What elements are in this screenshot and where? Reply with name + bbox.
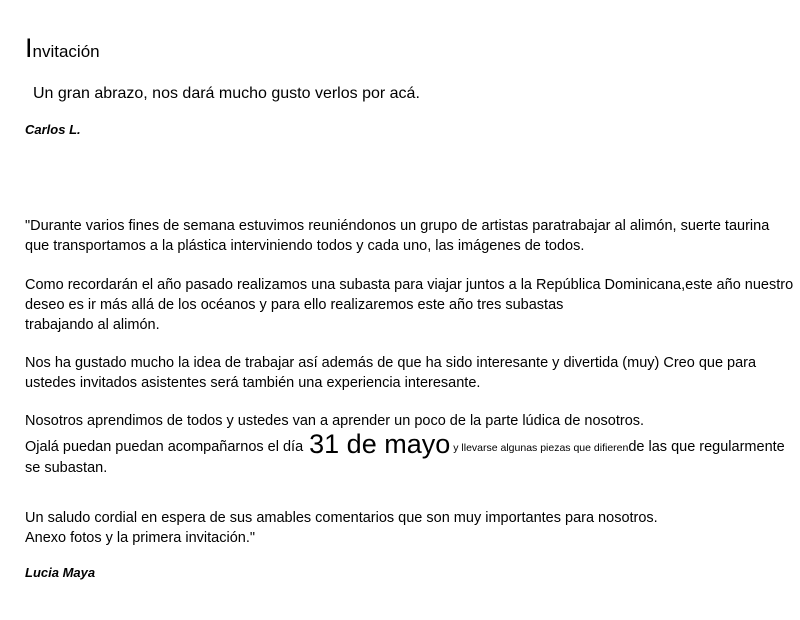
paragraph-last-year-line2: trabajando al alimón. xyxy=(25,317,160,333)
greeting-text: Un gran abrazo, nos dará mucho gusto verlos por acá. xyxy=(33,85,420,102)
paragraph-experience: Nos ha gustado mucho la idea de trabajar así además de que ha sido interesante y divertida (muy) Creo que para ustedes invitados asistentes será también una experiencia interesante. xyxy=(25,355,757,391)
date-sentence-small: y llevarse algunas piezas que difieren xyxy=(453,442,629,454)
paragraph-closing xyxy=(25,508,795,548)
title-initial: I xyxy=(25,33,33,63)
paragraph-learning: Nosotros aprendimos de todos y ustedes van a aprender un poco de la parte lúdica de nosotros. xyxy=(25,413,645,429)
event-date: 31 de mayo xyxy=(309,429,451,459)
invitation-title xyxy=(25,33,100,67)
paragraph-last-year xyxy=(25,275,795,335)
date-sentence-end: de las que regularmente se subastan. xyxy=(25,439,785,476)
paragraph-last-year-line1: Como recordarán el año pasado realizamos una subasta para viajar juntos a la República Dominicana,este año nuestro deseo es ir más allá de los océanos y para ello realizaremos este año tres subastas xyxy=(25,277,794,313)
closing-line2: Anexo fotos y la primera invitación." xyxy=(25,530,256,546)
date-sentence-start: Ojalá puedan puedan acompañarnos el día xyxy=(25,439,304,455)
closing-line1: Un saludo cordial en espera de sus amables comentarios que son muy importantes para nosotros. xyxy=(25,510,658,526)
signature-carlos: Carlos L. xyxy=(25,122,81,137)
paragraph-date xyxy=(25,429,795,478)
paragraph-weekends: "Durante varios fines de semana estuvimos reuniéndonos un grupo de artistas paratrabajar al alimón, suerte taurina que transportamos a la plástica interviniendo todos y cada uno, las imágenes de todos. xyxy=(25,218,770,254)
signature-lucia: Lucia Maya xyxy=(25,565,96,580)
title-rest: nvitación xyxy=(32,42,100,61)
